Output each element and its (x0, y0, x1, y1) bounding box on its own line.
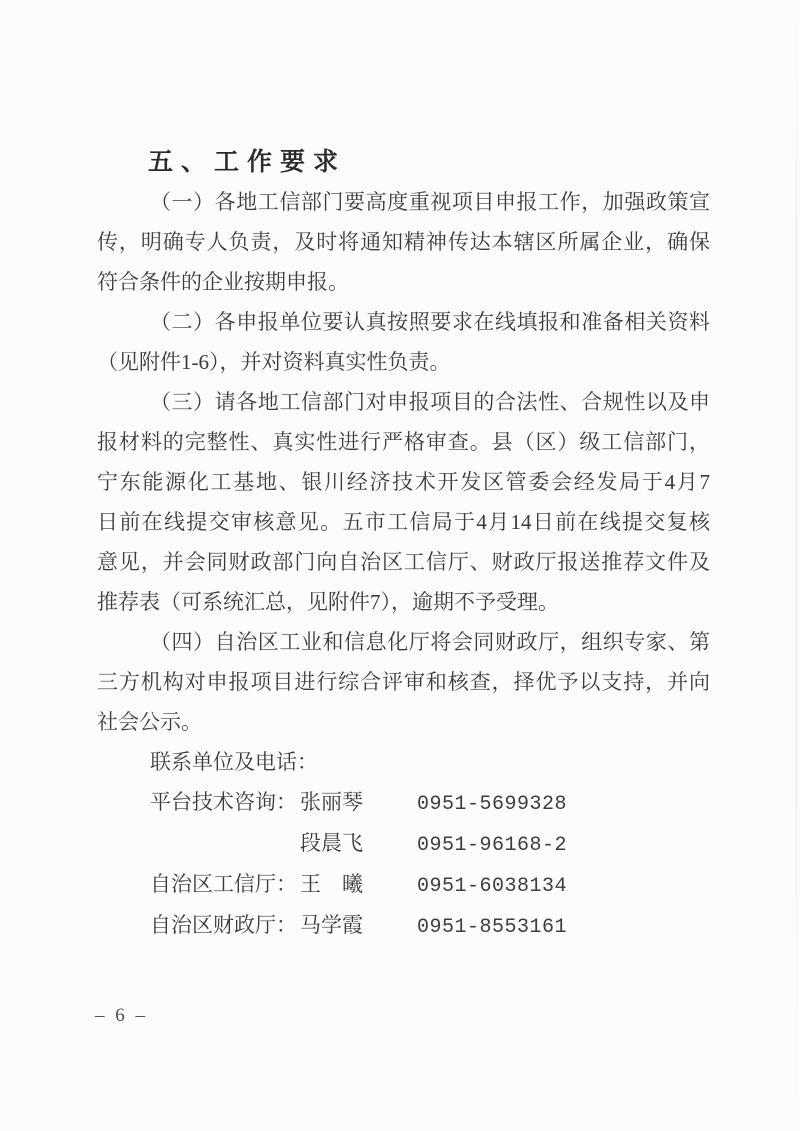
text-line: （四）自治区工业和信息化厅将会同财政厅，组织专家、第 (150, 630, 710, 654)
text-line: （三）请各地工信部门对申报项目的合法性、合规性以及申 (150, 390, 710, 414)
contact-label: 平台技术咨询： (150, 790, 297, 814)
contact-phone: 0951-6038134 (417, 875, 568, 898)
text-line: 宁东能源化工基地、银川经济技术开发区管委会经发局于4月7 (97, 470, 710, 494)
text-line: 传，明确专人负责，及时将通知精神传达本辖区所属企业，确保 (97, 230, 710, 254)
contacts-list (97, 782, 710, 946)
paragraph-1 (97, 182, 710, 302)
contact-name: 王 曦 (300, 872, 363, 896)
text-line: 三方机构对申报项目进行综合评审和核查，择优予以支持，并向 (97, 670, 710, 694)
text-line: 推荐表（可系统汇总，见附件7），逾期不予受理。 (97, 590, 559, 614)
paragraph-4 (97, 622, 710, 742)
contact-phone: 0951-5699328 (417, 793, 568, 816)
contact-phone: 0951-96168-2 (417, 834, 568, 857)
contact-name: 段晨飞 (300, 831, 363, 855)
contact-label: 自治区工信厅： (150, 872, 297, 896)
text-line: （二）各申报单位要认真按照要求在线填报和准备相关资料 (150, 310, 710, 334)
contact-row (150, 782, 710, 823)
document-content (97, 142, 710, 946)
paragraph-2 (97, 302, 710, 382)
text-line: （见附件1-6），并对资料真实性负责。 (97, 350, 451, 374)
text-line: 社会公示。 (97, 710, 202, 734)
text-line: 日前在线提交审核意见。五市工信局于4月14日前在线提交复核 (97, 510, 710, 534)
text-line: 报材料的完整性、真实性进行严格审查。县（区）级工信部门， (97, 430, 710, 454)
text-line: 意见，并会同财政部门向自治区工信厅、财政厅报送推荐文件及 (97, 550, 710, 574)
page-number: – 6 – (95, 1005, 148, 1026)
scan-edge-artifact (795, 0, 798, 1131)
contact-label: 自治区财政厅： (150, 913, 297, 937)
text-line: （一）各地工信部门要高度重视项目申报工作，加强政策宣 (150, 190, 710, 214)
contact-row (150, 905, 710, 946)
contact-row (150, 823, 710, 864)
contacts-heading: 联系单位及电话： (150, 750, 318, 774)
contact-phone: 0951-8553161 (417, 916, 568, 939)
contact-name: 张丽琴 (300, 790, 363, 814)
contact-row (150, 864, 710, 905)
contact-name: 马学霞 (300, 913, 363, 937)
text-line: 符合条件的企业按期申报。 (97, 270, 349, 294)
paragraph-3 (97, 382, 710, 622)
section-title: 五、工作要求 (148, 147, 347, 176)
